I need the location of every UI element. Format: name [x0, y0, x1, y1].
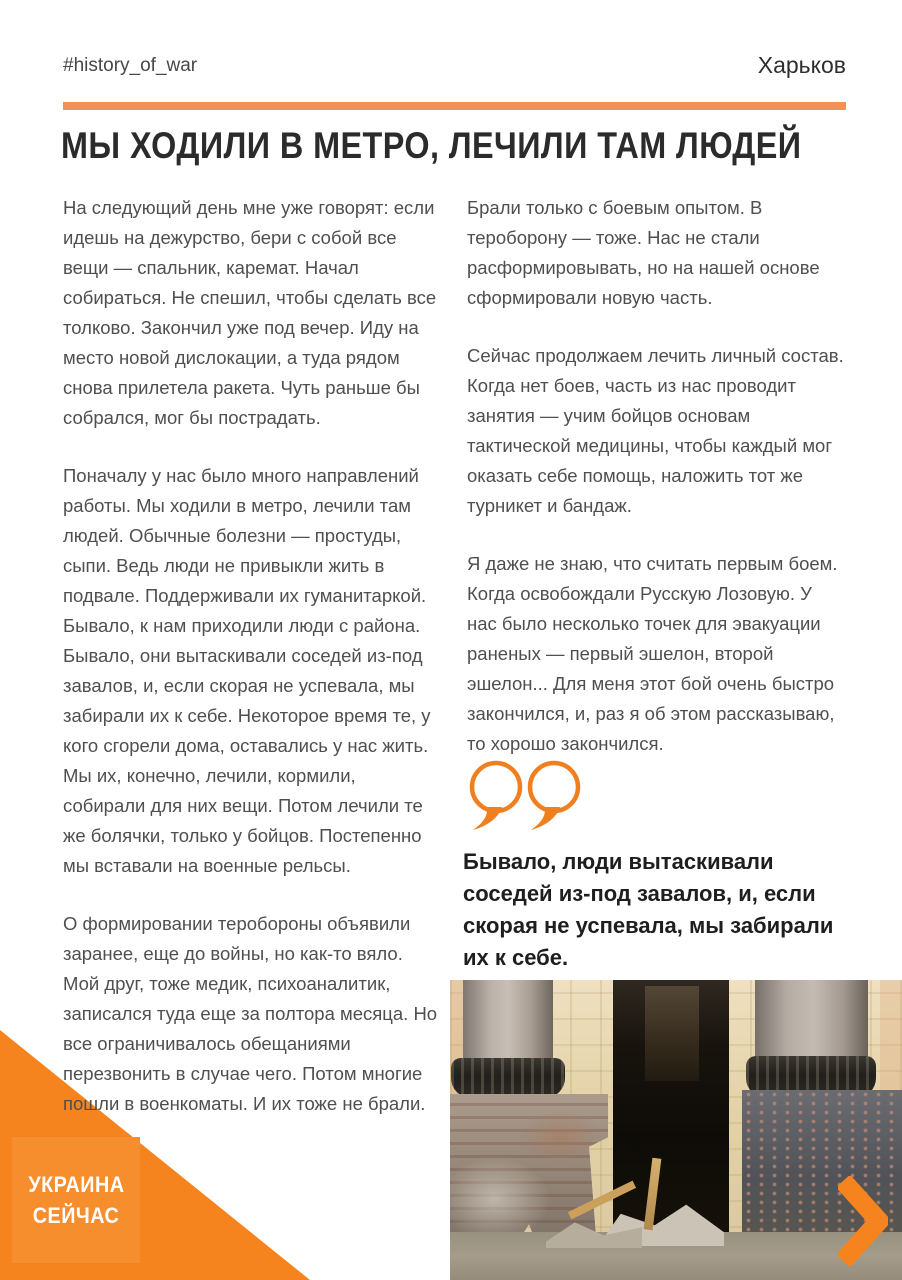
body-paragraph: Я даже не знаю, что считать первым боем. Когда освобождали Русскую Лозовую. У нас было несколько точек для эвакуации раненых — первый эшелон, второй эшелон... Для меня этот бой очень быстро закончился, и, раз я об этом рассказываю, то хорошо закончился.: [467, 553, 838, 754]
hashtag-label: #history_of_war: [63, 55, 198, 76]
page-header: [63, 52, 846, 79]
body-paragraph: О формировании теробороны объявили заранее, еще до войны, но как-то вяло. Мой друг, тоже медик, психоаналитик, записался туда еще за полтора месяца. Но все ограничивалось обещаниями перезвонить в случае чего. Потом многие пошли в военкоматы. И их тоже не брали.: [63, 913, 438, 1114]
pull-quote: Бывало, люди вытаскивали соседей из-под завалов, и, если скорая не успевала, мы забирали их к себе.: [463, 849, 834, 970]
left-column: [63, 193, 442, 1147]
body-paragraph: Поначалу у нас было много направлений работы. Мы ходили в метро, лечили там людей. Обычные болезни — простуды, сыпи. Ведь люди не привыкли жить в подвале. Поддерживали их гуманитаркой. Бывало, к нам приходили люди с района. Бывало, они вытаскивали соседей из-под завалов, и, если скорая не успевала, мы забирали их к себе. Некоторое время те, у кого сгорели дома, оставались у нас жить. Мы их, конечно, лечили, кормили, собирали для них вещи. Потом лечили те же болячки, только у бойцов. Постепенно мы вставали на военные рельсы.: [63, 465, 431, 876]
chevron-right-icon[interactable]: [838, 1176, 888, 1271]
badge-line: УКРАИНА: [27, 1171, 125, 1197]
location-label: Харьков: [757, 52, 846, 78]
double-quote-icon: [465, 757, 585, 844]
badge-line: СЕЙЧАС: [32, 1202, 120, 1228]
body-paragraph: Брали только с боевым опытом. В тероборону — тоже. Нас не стали расформировывать, но на нашей основе сформировали новую часть.: [467, 197, 820, 308]
body-paragraph: На следующий день мне уже говорят: если идешь на дежурство, бери с собой все вещи — спальник, каремат. Начал собираться. Не спешил, чтобы сделать все толково. Закончил уже под вечер. Иду на место новой дислокации, а туда рядом снова прилетела ракета. Чуть раньше бы собрался, мог бы пострадать.: [63, 197, 437, 428]
article-title: МЫ ХОДИЛИ В МЕТРО, ЛЕЧИЛИ ТАМ ЛЮДЕЙ: [61, 125, 802, 166]
body-paragraph: Сейчас продолжаем лечить личный состав. Когда нет боев, часть из нас проводит занятия — учим бойцов основам тактической медицины, чтобы каждый мог оказать себе помощь, наложить тот же турникет и бандаж.: [467, 345, 844, 516]
article-body: [63, 193, 846, 1147]
accent-divider: [63, 102, 846, 110]
right-column: [467, 193, 846, 1147]
ukraina-seychas-badge: [12, 1137, 140, 1263]
